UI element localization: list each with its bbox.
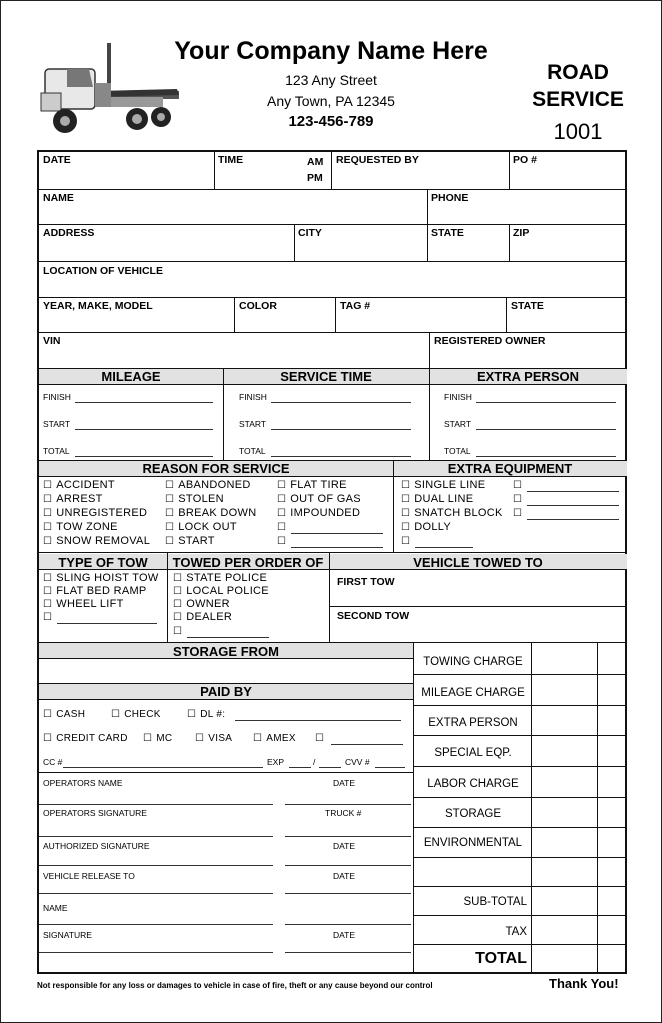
- charge-special-eqp-label: SPECIAL EQP.: [434, 747, 512, 759]
- pay-visa-checkbox[interactable]: ☐ VISA: [195, 733, 232, 744]
- release-signature-label: SIGNATURE: [43, 930, 92, 940]
- tow-truck-icon: [37, 43, 181, 143]
- equip-dolly-checkbox[interactable]: ☐ DOLLY: [401, 521, 451, 533]
- extra-start-label: START: [444, 419, 472, 429]
- storage-from-title: STORAGE FROM: [173, 644, 279, 659]
- thank-you: Thank You!: [549, 976, 619, 991]
- service-time-title: SERVICE TIME: [280, 369, 372, 384]
- company-city: Any Town, PA 12345: [267, 93, 395, 109]
- reason-unregistered-checkbox[interactable]: ☐ UNREGISTERED: [43, 507, 147, 519]
- operators-signature-label: OPERATORS SIGNATURE: [43, 808, 147, 818]
- mileage-start-label: START: [43, 419, 71, 429]
- order-owner-checkbox[interactable]: ☐ OWNER: [173, 598, 230, 610]
- reason-start-checkbox[interactable]: ☐ START: [165, 535, 215, 547]
- equip-blank-checkbox-1[interactable]: [513, 479, 526, 491]
- vehicle-release-label: VEHICLE RELEASE TO: [43, 871, 135, 881]
- pm-label: PM: [307, 172, 323, 184]
- operators-name-label: OPERATORS NAME: [43, 778, 123, 788]
- charge-towing-label: TOWING CHARGE: [423, 656, 523, 668]
- charge-mileage-label: MILEAGE CHARGE: [421, 687, 525, 699]
- cvv-label: CVV #: [345, 757, 370, 767]
- reason-abandoned-checkbox[interactable]: ☐ ABANDONED: [165, 479, 251, 491]
- sig-date3-label: DATE: [333, 871, 356, 881]
- exp-slash: /: [313, 757, 316, 767]
- state-label: STATE: [431, 227, 464, 239]
- extra-finish-label: FINISH: [444, 392, 472, 402]
- company-street: 123 Any Street: [285, 72, 377, 88]
- vin-label: VIN: [43, 335, 61, 347]
- reason-out-of-gas-checkbox[interactable]: ☐ OUT OF GAS: [277, 493, 361, 505]
- reason-impounded-checkbox[interactable]: ☐ IMPOUNDED: [277, 507, 360, 519]
- sig-date1-label: DATE: [333, 778, 356, 788]
- type-of-tow-title: TYPE OF TOW: [58, 555, 148, 570]
- extra-total-label: TOTAL: [444, 446, 471, 456]
- reason-snow-removal-checkbox[interactable]: ☐ SNOW REMOVAL: [43, 535, 150, 547]
- charge-amount-column[interactable]: [533, 646, 595, 972]
- truck-label: TRUCK #: [325, 808, 362, 818]
- second-tow-label: SECOND TOW: [337, 610, 410, 622]
- order-other-checkbox[interactable]: [173, 625, 186, 637]
- service-start-label: START: [239, 419, 267, 429]
- am-label: AM: [307, 156, 324, 168]
- reason-flat-tire-checkbox[interactable]: ☐ FLAT TIRE: [277, 479, 347, 491]
- towed-per-order-title: TOWED PER ORDER OF: [172, 555, 324, 570]
- extra-equipment-title: EXTRA EQUIPMENT: [447, 461, 573, 476]
- mileage-finish-label: FINISH: [43, 392, 71, 402]
- reason-lock-out-checkbox[interactable]: ☐ LOCK OUT: [165, 521, 237, 533]
- cc-label: CC #: [43, 757, 63, 767]
- paid-by-title: PAID BY: [200, 684, 252, 699]
- reason-break-down-checkbox[interactable]: ☐ BREAK DOWN: [165, 507, 256, 519]
- pay-credit-card-checkbox[interactable]: ☐ CREDIT CARD: [43, 733, 128, 744]
- reason-arrest-checkbox[interactable]: ☐ ARREST: [43, 493, 103, 505]
- equip-other-checkbox[interactable]: [401, 535, 414, 547]
- sig-date2-label: DATE: [333, 841, 356, 851]
- charge-storage-label: STORAGE: [444, 808, 502, 820]
- zip-label: ZIP: [513, 227, 530, 239]
- tow-flat-bed-checkbox[interactable]: ☐ FLAT BED RAMP: [43, 585, 147, 597]
- mileage-total-label: TOTAL: [43, 446, 70, 456]
- form-number: 1001: [553, 119, 603, 144]
- reason-title: REASON FOR SERVICE: [142, 461, 290, 476]
- service-total-label: TOTAL: [239, 446, 266, 456]
- charge-labor-label: LABOR CHARGE: [427, 778, 519, 790]
- requested-by-label: REQUESTED BY: [336, 154, 419, 166]
- date-label: DATE: [43, 154, 71, 166]
- company-phone: 123-456-789: [288, 113, 374, 130]
- first-tow-label: FIRST TOW: [337, 576, 395, 588]
- address-label: ADDRESS: [43, 227, 95, 239]
- color-label: COLOR: [239, 300, 277, 312]
- authorized-signature-label: AUTHORIZED SIGNATURE: [43, 841, 150, 851]
- charge-total-label: TOTAL: [475, 950, 527, 967]
- pay-other-checkbox[interactable]: [315, 733, 328, 744]
- equip-snatch-block-checkbox[interactable]: ☐ SNATCH BLOCK: [401, 507, 503, 519]
- sig-date4-label: DATE: [333, 930, 356, 940]
- mileage-title: MILEAGE: [101, 369, 161, 384]
- reason-accident-checkbox[interactable]: ☐ ACCIDENT: [43, 479, 115, 491]
- time-label: TIME: [218, 154, 244, 166]
- reason-other-checkbox-2[interactable]: [277, 535, 290, 547]
- reason-stolen-checkbox[interactable]: ☐ STOLEN: [165, 493, 224, 505]
- po-label: PO #: [513, 154, 537, 166]
- registered-owner-label: REGISTERED OWNER: [434, 335, 546, 347]
- tow-other-checkbox[interactable]: [43, 611, 56, 623]
- charge-tax-label: TAX: [505, 926, 527, 938]
- service-finish-label: FINISH: [239, 392, 267, 402]
- exp-label: EXP: [267, 757, 285, 767]
- charge-extra-person-label: EXTRA PERSON: [428, 717, 518, 729]
- disclaimer: Not responsible for any loss or damages to vehicle in case of fire, theft or any cause beyond our control: [37, 981, 433, 990]
- state2-label: STATE: [511, 300, 544, 312]
- order-dealer-checkbox[interactable]: ☐ DEALER: [173, 611, 232, 623]
- name-label: NAME: [43, 192, 74, 204]
- charge-cents-column[interactable]: [599, 646, 626, 972]
- city-label: CITY: [298, 227, 322, 239]
- equip-dual-line-checkbox[interactable]: ☐ DUAL LINE: [401, 493, 473, 505]
- phone-label: PHONE: [431, 192, 469, 204]
- order-local-police-checkbox[interactable]: ☐ LOCAL POLICE: [173, 585, 269, 597]
- charge-environmental-label: ENVIRONMENTAL: [423, 837, 523, 849]
- company-name: Your Company Name Here: [174, 37, 488, 65]
- location-label: LOCATION OF VEHICLE: [43, 265, 163, 277]
- equip-single-line-checkbox[interactable]: ☐ SINGLE LINE: [401, 479, 485, 491]
- tow-sling-hoist-checkbox[interactable]: ☐ SLING HOIST TOW: [43, 572, 159, 584]
- release-name-label: NAME: [43, 903, 68, 913]
- charge-subtotal-label: SUB-TOTAL: [463, 896, 527, 908]
- reason-tow-zone-checkbox[interactable]: ☐ TOW ZONE: [43, 521, 118, 533]
- ymm-label: YEAR, MAKE, MODEL: [43, 300, 153, 312]
- tag-label: TAG #: [340, 300, 371, 312]
- tow-wheel-lift-checkbox[interactable]: ☐ WHEEL LIFT: [43, 598, 124, 610]
- service-form: [37, 150, 627, 974]
- extra-person-title: EXTRA PERSON: [476, 369, 580, 384]
- pay-dl-checkbox[interactable]: ☐ DL #:: [187, 709, 225, 720]
- reason-other-checkbox-1[interactable]: [277, 521, 290, 533]
- order-state-police-checkbox[interactable]: ☐ STATE POLICE: [173, 572, 267, 584]
- equip-blank-checkbox-3[interactable]: [513, 507, 526, 519]
- pay-amex-checkbox[interactable]: ☐ AMEX: [253, 733, 296, 744]
- pay-mc-checkbox[interactable]: ☐ MC: [143, 733, 172, 744]
- vehicle-towed-to-title: VEHICLE TOWED TO: [413, 555, 543, 570]
- pay-check-checkbox[interactable]: ☐ CHECK: [111, 709, 161, 720]
- equip-blank-checkbox-2[interactable]: [513, 493, 526, 505]
- pay-cash-checkbox[interactable]: ☐ CASH: [43, 709, 85, 720]
- form-title: ROAD SERVICE: [532, 61, 624, 111]
